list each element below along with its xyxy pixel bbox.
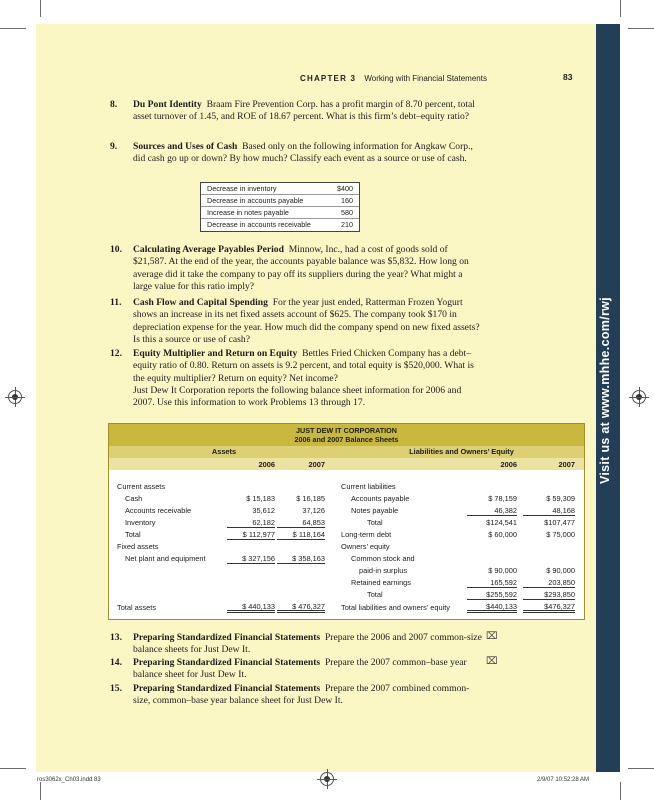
registration-mark-icon bbox=[8, 390, 22, 404]
crop-mark bbox=[620, 0, 621, 17]
owners-equity-label: Owners’ equity bbox=[341, 542, 390, 551]
year-2007: 2007 bbox=[308, 460, 325, 469]
problem-14 bbox=[110, 657, 482, 682]
problem-number: 12. bbox=[110, 348, 122, 359]
problem-number: 11. bbox=[110, 297, 122, 308]
problem-number: 8. bbox=[110, 99, 118, 110]
print-timestamp: 2/9/07 10:52:28 AM bbox=[537, 777, 590, 783]
file-slug: ros3062x_Ch03.indd 83 bbox=[37, 777, 101, 783]
problem-text: Braam Fire Prevention Corp. has a profit margin of 8.70 percent, total asset turnover of 1.45, and ROE of 18.67 percent. What is this firm’s debt–equity ratio? bbox=[133, 99, 475, 123]
problem-number: 15. bbox=[110, 683, 122, 694]
problem-set-intro: Just Dew It Corporation reports the following balance sheet information for 2006 and 2007. Use this information to work Problems 13 through 17. bbox=[133, 385, 462, 409]
ltd-2006: $ 60,000 bbox=[488, 530, 517, 539]
total-liabilities-equity-label: Total liabilities and owners’ equity bbox=[341, 603, 450, 612]
table-row bbox=[201, 219, 359, 231]
ltd-2007: $ 75,000 bbox=[546, 530, 575, 539]
registration-mark-icon bbox=[632, 390, 646, 404]
crop-mark bbox=[0, 768, 26, 769]
table-row bbox=[201, 207, 359, 219]
problem-9 bbox=[110, 141, 482, 166]
year-2006: 2006 bbox=[258, 460, 275, 469]
cash-2006: $ 15,183 bbox=[246, 494, 275, 503]
row-label: Decrease in accounts receivable bbox=[207, 220, 311, 229]
np-2006: 46,382 bbox=[467, 505, 517, 516]
total-liabilities-equity-2006: $440,133 bbox=[467, 602, 517, 613]
problem-number: 13. bbox=[110, 632, 122, 643]
problem-title: Preparing Standardized Financial Statements bbox=[133, 657, 321, 668]
chapter-title: Working with Financial Statements bbox=[364, 74, 487, 83]
paid-in-surplus-label: paid-in surplus bbox=[359, 566, 408, 575]
problem-title: Preparing Standardized Financial Statements bbox=[133, 683, 321, 694]
chapter-label: CHAPTER 3 bbox=[300, 74, 357, 83]
problem-text: Prepare the 2006 and 2007 common-size balance sheets for Just Dew It. bbox=[133, 632, 482, 656]
problem-11 bbox=[110, 297, 482, 346]
cash-label: Cash bbox=[125, 494, 143, 503]
current-liabilities-total-2007: $107,477 bbox=[544, 518, 575, 527]
problem-title: Du Pont Identity bbox=[133, 99, 202, 110]
crop-mark bbox=[620, 782, 621, 800]
ap-2006: $ 78,159 bbox=[488, 494, 517, 503]
crop-mark bbox=[40, 782, 41, 800]
problem-text: Prepare the 2007 common–base year balance sheet for Just Dew It. bbox=[133, 657, 467, 681]
current-liabilities-total-label: Total bbox=[367, 518, 383, 527]
crop-mark bbox=[40, 0, 41, 17]
company-name: JUST DEW IT CORPORATION bbox=[296, 426, 397, 435]
np-label: Notes payable bbox=[351, 506, 399, 515]
row-value: 210 bbox=[341, 220, 353, 229]
row-value: 160 bbox=[341, 196, 353, 205]
assets-header: Assets bbox=[109, 446, 339, 458]
current-liabilities-total-2006: $124,541 bbox=[486, 518, 517, 527]
current-assets-total-label: Total bbox=[125, 530, 141, 539]
common-stock-label: Common stock and bbox=[351, 554, 415, 563]
year-2007: 2007 bbox=[558, 460, 575, 469]
crop-mark bbox=[628, 768, 654, 769]
registration-mark-icon bbox=[320, 772, 334, 786]
problem-number: 14. bbox=[110, 657, 122, 668]
row-label: Increase in notes payable bbox=[207, 208, 289, 217]
ar-2006: 35,612 bbox=[252, 506, 275, 515]
problem-number: 9. bbox=[110, 141, 118, 152]
problem-title: Cash Flow and Capital Spending bbox=[133, 297, 268, 308]
ap-2007: $ 59,309 bbox=[546, 494, 575, 503]
problem-title: Preparing Standardized Financial Statements bbox=[133, 632, 321, 643]
problem-12 bbox=[110, 348, 482, 385]
problem-title: Equity Multiplier and Return on Equity bbox=[133, 348, 298, 359]
row-label: Decrease in accounts payable bbox=[207, 196, 304, 205]
np-2007: 48,168 bbox=[523, 505, 575, 516]
inventory-label: Inventory bbox=[125, 518, 156, 527]
problem-number: 10. bbox=[110, 244, 122, 255]
retained-earnings-label: Retained earnings bbox=[351, 578, 411, 587]
spreadsheet-icon: ⌧ bbox=[486, 656, 498, 667]
total-assets-2006: $ 440,133 bbox=[227, 602, 275, 613]
npe-2007: $ 358,163 bbox=[277, 553, 325, 564]
row-value: 580 bbox=[341, 208, 353, 217]
problem-text: For the year just ended, Ratterman Frozen Yogurt shows an increase in its net fixed assets account of $625. The company took $170 in depreciation expense for the year. How much did the company spend on new fixed assets? Is this a source or use of cash? bbox=[133, 297, 480, 345]
problem-text: Minnow, Inc., had a cost of goods sold of $21,587. At the end of the year, the accounts payable balance was $5,832. How long on average did it take the company to pay off its suppliers during the year? What might a large value for this ratio imply? bbox=[133, 244, 469, 292]
total-assets-label: Total assets bbox=[117, 603, 157, 612]
problem-text: Prepare the 2007 combined common-size, common–base year balance sheet for Just Dew It. bbox=[133, 683, 470, 707]
problem-text: Bettles Fried Chicken Company has a debt–equity ratio of 0.80. Return on assets is 9.2 percent, and total equity is $520,000. What is the equity multiplier? Return on equity? Net income? bbox=[133, 348, 474, 384]
problem-10 bbox=[110, 244, 482, 293]
current-assets-total-2006: $ 112,977 bbox=[227, 529, 275, 540]
row-label: Decrease in inventory bbox=[207, 184, 277, 193]
sidebar-url-text: Visit us at www.mhhe.com/rwj bbox=[598, 297, 612, 485]
current-liabilities-label: Current liabilities bbox=[341, 482, 396, 491]
ar-2007: 37,126 bbox=[302, 506, 325, 515]
spreadsheet-icon: ⌧ bbox=[486, 631, 498, 642]
table-row bbox=[201, 195, 359, 207]
row-value: $400 bbox=[337, 184, 353, 193]
balance-sheet-subtitle: 2006 and 2007 Balance Sheets bbox=[294, 435, 399, 444]
table-row bbox=[201, 183, 359, 195]
cash-2007: $ 16,185 bbox=[296, 494, 325, 503]
retained-earnings-2006: 165,592 bbox=[467, 577, 517, 588]
ap-label: Accounts payable bbox=[351, 494, 410, 503]
year-2006: 2006 bbox=[500, 460, 517, 469]
balance-sheet-table bbox=[108, 423, 585, 620]
crop-mark bbox=[628, 28, 654, 29]
equity-total-2007: $293,850 bbox=[523, 589, 575, 600]
total-assets-2007: $ 476,327 bbox=[277, 602, 325, 613]
problem-title: Calculating Average Payables Period bbox=[133, 244, 284, 255]
cash-events-table bbox=[200, 182, 360, 232]
balance-sheet-title bbox=[109, 424, 584, 446]
current-assets-label: Current assets bbox=[117, 482, 166, 491]
equity-total-2006: $255,592 bbox=[467, 589, 517, 600]
website-sidebar bbox=[596, 24, 620, 772]
page-number: 83 bbox=[563, 72, 573, 82]
retained-earnings-2007: 203,850 bbox=[523, 577, 575, 588]
total-liabilities-equity-2007: $476,327 bbox=[523, 602, 575, 613]
inventory-2007: 64,853 bbox=[277, 517, 325, 528]
problem-text: Based only on the following information for Angkaw Corp., did cash go up or down? By how much? Classify each event as a source or use of cash. bbox=[133, 141, 473, 165]
paid-in-surplus-2007: $ 90,000 bbox=[546, 566, 575, 575]
problem-8 bbox=[110, 99, 482, 124]
equity-total-label: Total bbox=[367, 590, 383, 599]
paid-in-surplus-2006: $ 90,000 bbox=[488, 566, 517, 575]
problem-13 bbox=[110, 632, 482, 657]
problem-15 bbox=[110, 683, 482, 708]
current-assets-total-2007: $ 118,164 bbox=[277, 529, 325, 540]
npe-2006: $ 327,156 bbox=[227, 553, 275, 564]
running-head bbox=[300, 74, 487, 83]
problem-title: Sources and Uses of Cash bbox=[133, 141, 238, 152]
liabilities-header: Liabilities and Owners’ Equity bbox=[339, 446, 584, 458]
fixed-assets-label: Fixed assets bbox=[117, 542, 159, 551]
crop-mark bbox=[0, 28, 26, 29]
npe-label: Net plant and equipment bbox=[125, 554, 206, 563]
ltd-label: Long-term debt bbox=[341, 530, 392, 539]
ar-label: Accounts receivable bbox=[125, 506, 192, 515]
inventory-2006: 62,182 bbox=[227, 517, 275, 528]
